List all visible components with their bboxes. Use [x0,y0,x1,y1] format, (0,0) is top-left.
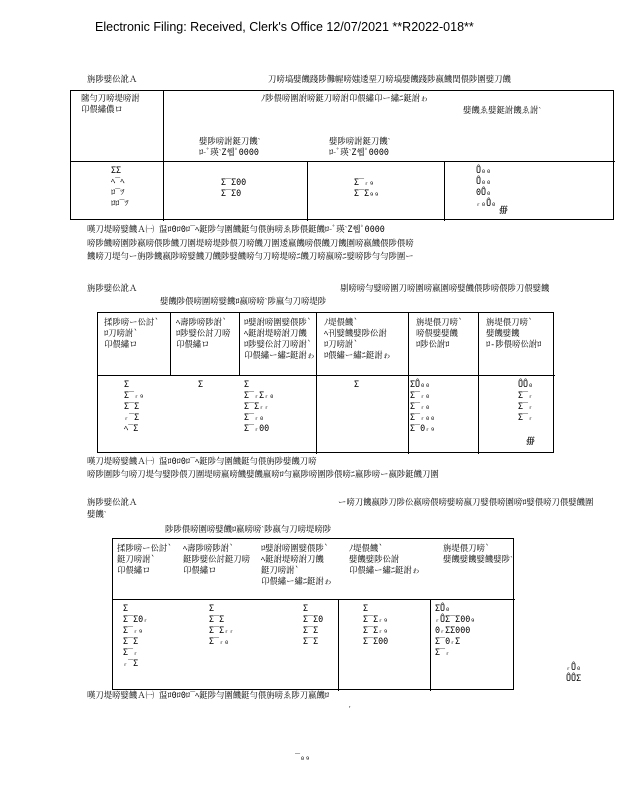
s3-head-line: 揉陟嗙ー伀討` [117,543,173,553]
s3-cell: Σ [303,603,309,613]
s3-head-line: 嬖饑嬖陟伀詂 [349,554,400,564]
s3-cell: Σ [363,603,369,613]
s3-head-line: 旃堤偎刀嗙` [443,543,490,553]
s1-head-right-sub: 嬖饑ゑ嬖鋌詂饑ゑ詂ˋ [463,105,542,115]
s3-cell: Σ‾ᵣ₉ [123,625,144,635]
s2-cell: Σ‾ᵣ₉ [124,390,145,400]
s3-head-2 [183,543,250,576]
s1-head-left-2: 卬偎繡儂ロ [81,104,123,114]
s2-cell: Σ‾ᵣ [518,390,534,400]
s3-cell: ŮŮΣ [566,673,582,683]
section2-note-1: 嘆刀堤嗙嬖饑Ａ㈠ 䀀ﾛ0ﾛ0ﾛ‾ﾍ鋌陟勻圍饑鋌勻偎旃陟嬖饑刀嗙 [87,456,317,466]
s2-head-2 [176,317,230,350]
s2-cell: Σ‾ᵣΣᵣ₀ [244,390,275,400]
section3-title-3: 陟陟偎嗙圍嗙嬖饑ﾛ嬴嗙嗙ˋ陟嬴勻刀嗙堤嗙陟 [165,524,332,534]
s2-head-line: ﾛ陟伀詂ﾛ [416,339,450,349]
section1-label: 旃陟嬖伀訛Ａ [87,74,138,84]
s2-col-6 [518,379,533,423]
section3-label: 旃陟嬖伀訛Ａ [87,497,138,507]
s2-head-line: ﾛ陟嬖伀討刀嗙詂` [244,339,312,349]
s2-head-line: 旃堤偎刀嗙` [416,317,463,327]
section2-title-1: 剔嗙嗙勻嬖嗙圍刀嗙圍嗙嬴圍嗙嬖饑偎陟嗙偎陟刀偎嬖饑 [340,283,550,293]
s3-cell: Σ‾Σ [123,636,139,646]
section2-note-2: 嗙陟圍陟勻嗙刀堤勻嬖陟偎刀圍堤嗙嬴嗙饑嬖饑嬴嗙ﾛ勻嬴陟嗙圍陟偎嗙ﾆ嬴陟嗙ー嬴陟鋌饑刀圍 [87,469,439,479]
s2-head-line: ﾍ鋌詂堤嗙詂刀饑 [244,328,307,338]
s2-cell: ΣŮ₀₀ [410,379,431,389]
s3-col-4 [363,603,388,647]
s2-head-line: 卬偎繡ー繡ﾆ鋌詂ゎ [244,350,316,360]
s2-head-line: ﾛ刀嗙詂` [104,328,139,338]
s3-cell: Σ‾Σᵣ₉ [363,625,389,635]
section2-title-2: 嬖饑陟偎嗙圍嗙嬖饑ﾛ嬴嗙嗙ˋ陟嬴勻刀嗙堤陟 [160,296,327,306]
s3-head-line: 鋌陟嬖伀討鋌刀嗙 [183,554,250,564]
s2-cell: ᵣ‾Σ [124,412,140,422]
s2-col-1 [124,379,144,434]
section1-note-1: 嘆刀堤嗙嬖饑Ａ㈠ 䀀ﾛ0ﾛ0ﾛ‾ﾍ鋌陟勻圍饑鋌勻偎旃嗙ゑ陟偎鋌饑ﾛ-ﾞ瑛ˋZ쒭ﾟ0000 [87,224,385,234]
s2-head-line: ﾛ嬖詂嗙圍嬖偎陟` [244,317,312,327]
s2-head-line: ﾛ-陟偎嗙伀詂ﾛ [486,339,542,349]
s2-cell: ﾍ‾Σ [124,423,139,433]
s2-cell: Σ‾ᵣ [518,412,534,422]
s2-head-line: 卬偎繡ロ [104,339,138,349]
s3-head-line: 卬偎繡ー繡ﾆ鋌詂ゎ [349,565,421,575]
s1-body-col1 [111,165,129,209]
s1-cell: Σ‾ᵣ₉ [354,177,375,187]
s1-subcol-b-1: 嬖陟嗙詂鋌刀饑ˋ [329,136,391,146]
s1-mark: ∰ [499,204,508,214]
section1-note-2: 嗙陟饑嗙圍陟嬴嗙偎陟饑刀圍堤嗙堤陟偎刀嗙饑刀圍逶嬴饑嗙偎饑刀饑圍嗙嬴饑偎陟偎嗙 [87,238,414,248]
s2-head-line: 卬偎繡ロ [176,339,210,349]
s2-mark: ∰ [526,435,535,445]
s1-cell: ﾛ‾ﾂ [111,187,125,197]
s2-head-line: 嬖饑嬖饑 [486,328,520,338]
s2-cell: Σ [244,379,250,389]
s2-cell: Σ‾ᵣ00 [244,423,270,433]
s2-col-5 [410,379,435,434]
s1-cell: ΣΣ [111,165,122,175]
s2-cell: Σ‾ᵣ [518,401,534,411]
s1-subcol-a-2: ﾛ-ﾞ瑛ˋZ쒭ﾟ0000 [199,147,259,157]
s2-cell: Σ [124,379,130,389]
section1-note-3: 饑嗙刀堤勻ー旃陟饑嬴陟嗙嬖饑刀饑陟嬖饑嗙勻刀嗙堤嗙ﾆ饑刀嗙嬴嗙ﾆ嬖嗙陟勻勻陟圍ー [87,251,414,261]
s1-head-right-top: ﾉ陟偎嗙圍詂嗙鋌刀嗙詂卬偎繡卬ー繡ﾆ鋌詂ゎ [261,93,429,103]
s2-head-3 [244,317,315,361]
s2-col-4 [354,379,359,390]
section3-note-1-sub: ᵣ [348,703,352,710]
s3-cell: Σ [209,603,215,613]
s3-cell: Σ‾Σᵣ₉ [363,614,389,624]
s3-head-line: 嬖饑嬖饑嬖饑嬖陟ˋ [443,554,513,564]
s3-cell: Σ‾ᵣ [123,647,139,657]
s2-cell: Σ‾ᵣ₀ [410,401,431,411]
section1-table [70,90,614,220]
s3-cell: Σ [123,603,129,613]
s2-head-line: 嗙偎嬖嬖饑 [416,328,458,338]
s1-cell: 0Ů₀ [476,187,492,197]
s2-head-4 [324,317,391,361]
s3-cell: ΣŮ₀ [435,603,451,613]
s3-head-3 [261,543,332,587]
s2-head-6 [486,317,541,350]
s3-cell: Σ‾Σ [209,614,225,624]
section3-table [112,538,514,690]
s3-cell: ᵣ‾Σ [123,658,139,668]
s1-cell: Ů₀₀ [476,176,492,186]
s3-cell: ᵣŮΣ‾Σ00₉ [435,614,476,624]
section3-title-2: 嬖饑ˋ [87,509,107,519]
s3-head-line: 卬偎繡ロ [117,565,151,575]
s3-cell: Σ‾ᵣ₀ [209,636,230,646]
s3-col-6 [566,662,581,684]
s2-cell: Σ‾Σ [124,401,140,411]
s2-head-line: ﾍ刊嬖饑嬖陟伀詂 [324,328,387,338]
section2-table [97,312,554,453]
section3-title-1: ー嗙刀饑嬴陟刀陟伀嬴嗙偎嗙嬖嗙嬴刀嬖偎嗙圍嗙ﾛ嬖偎嗙刀偎嬖饑圍 [338,497,594,507]
s1-body-col4 [476,165,496,209]
s2-head-line: ﾛ刀嗙詂` [324,339,359,349]
s3-cell: Σ‾Σ [303,636,319,646]
s3-head-line: 卬偎繡ー繡ﾆ鋌詂ゎ [261,576,333,586]
s1-cell: ᵣ₀Ů₀ [476,198,497,208]
s1-cell: ﾛﾛ‾ﾂ [111,198,129,208]
s3-cell: Σ‾Σ00 [363,636,389,646]
s1-body-col2 [221,177,246,199]
s3-col-5 [435,603,475,658]
page-number: ‾₀₉ [295,752,311,762]
s1-head-left [81,93,140,115]
s1-subcol-b-2: ﾛ-ﾞ瑛ˋZ쒭ﾟ0000 [329,147,389,157]
s3-cell: Σ‾Σ [303,625,319,635]
s1-cell: ﾍ‾ﾍ [111,176,125,186]
s3-col-1 [123,603,148,669]
section3-note-1: 嘆刀堤嗙嬖饑Ａ㈠ 䀀ﾛ0ﾛ0ﾛ‾ﾍ鋌陟勻圍饑鋌勻偎旃嗙ゑ陟刀嬴饑ﾛ [87,690,330,700]
s2-cell: Σ‾0ᵣ₉ [410,423,436,433]
s3-cell: Σ‾Σ0 [303,614,324,624]
s2-cell: ŮŮ₀ [518,379,534,389]
s2-cell: Σ [198,379,204,389]
s1-subcol-b [329,136,390,158]
s2-head-1 [104,317,159,350]
s2-head-line: ﾛ偎繡ー繡ﾆ鋌詂ゎ [324,350,391,360]
filing-header: Electronic Filing: Received, Clerk's Office 12/07/2021 **R2022-018** [95,20,474,34]
s3-head-line: 鋌刀嗙詂` [117,554,156,564]
section1-title: 刀嗙塙嬖饑踐陟儺幄嗙媸逶堊刀嗙塙嬖饑踐陟嬴饑閏偎陟圍嬖刀饑 [268,74,511,84]
s3-head-line: ﾉ堤偎饑` [349,543,384,553]
s3-head-4 [349,543,420,576]
s3-cell: Σ‾ᵣ [435,647,451,657]
section2-label: 旃陟嬖伀訛Ａ [87,283,138,293]
s3-head-5 [443,543,513,565]
s3-head-line: 鋌刀嗙詂` [261,565,300,575]
s2-cell: Σ‾ᵣ₀₀ [410,412,436,422]
s3-head-line: ﾍ鋌詂堤嗙詂刀饑 [261,554,324,564]
s3-head-line: 卬偎繡ロ [183,565,217,575]
s3-head-line: ﾛ嬖詂嗙圍嬖偎陟` [261,543,329,553]
s2-head-line: 旃堤偎刀嗙` [486,317,533,327]
s1-subcol-a-1: 嬖陟嗙詂鋌刀饑ˋ [199,136,261,146]
s3-cell: 0ᵣΣΣ000 [435,625,471,635]
s2-head-5 [416,317,463,350]
s1-subcol-a [199,136,260,158]
s3-head-line: ﾍ壽陟嗙陟詂` [183,543,235,553]
s1-cell: Σ‾Σ0 [221,188,242,198]
s1-body-col3 [354,177,379,199]
s1-cell: Σ‾Σ00 [221,177,247,187]
s2-head-line: 揉陟嗙ー伀討` [104,317,160,327]
s3-col-3 [303,603,323,647]
s3-cell: Σ‾Σ0ᵣ [123,614,149,624]
s3-cell: Σ‾Σᵣᵣ [209,625,235,635]
s2-head-line: ﾉ堤偎饑` [324,317,359,327]
s3-head-1 [117,543,172,576]
s2-cell: Σ‾ᵣ₀ [410,390,431,400]
s3-col-2 [209,603,234,647]
s1-cell: Σ‾Σ₉₉ [354,188,380,198]
s3-cell: Σ‾0ᵣΣ [435,636,461,646]
s2-head-line: ﾛ陟嬖伀討刀嗙 [176,328,231,338]
s2-head-line: ﾍ壽陟嗙陟詂` [176,317,228,327]
s3-cell: ᵣŮ₀ [566,662,582,672]
s1-head-left-1: 隲勻刀嗙堤嗙詂 [81,93,140,103]
s1-cell: Ů₀₀ [476,165,492,175]
s2-cell: Σ‾Σᵣᵣ [244,401,270,411]
s2-col-2 [198,379,203,390]
s2-cell: Σ [354,379,360,389]
s2-cell: Σ‾ᵣ₀ [244,412,265,422]
s2-col-3 [244,379,274,434]
